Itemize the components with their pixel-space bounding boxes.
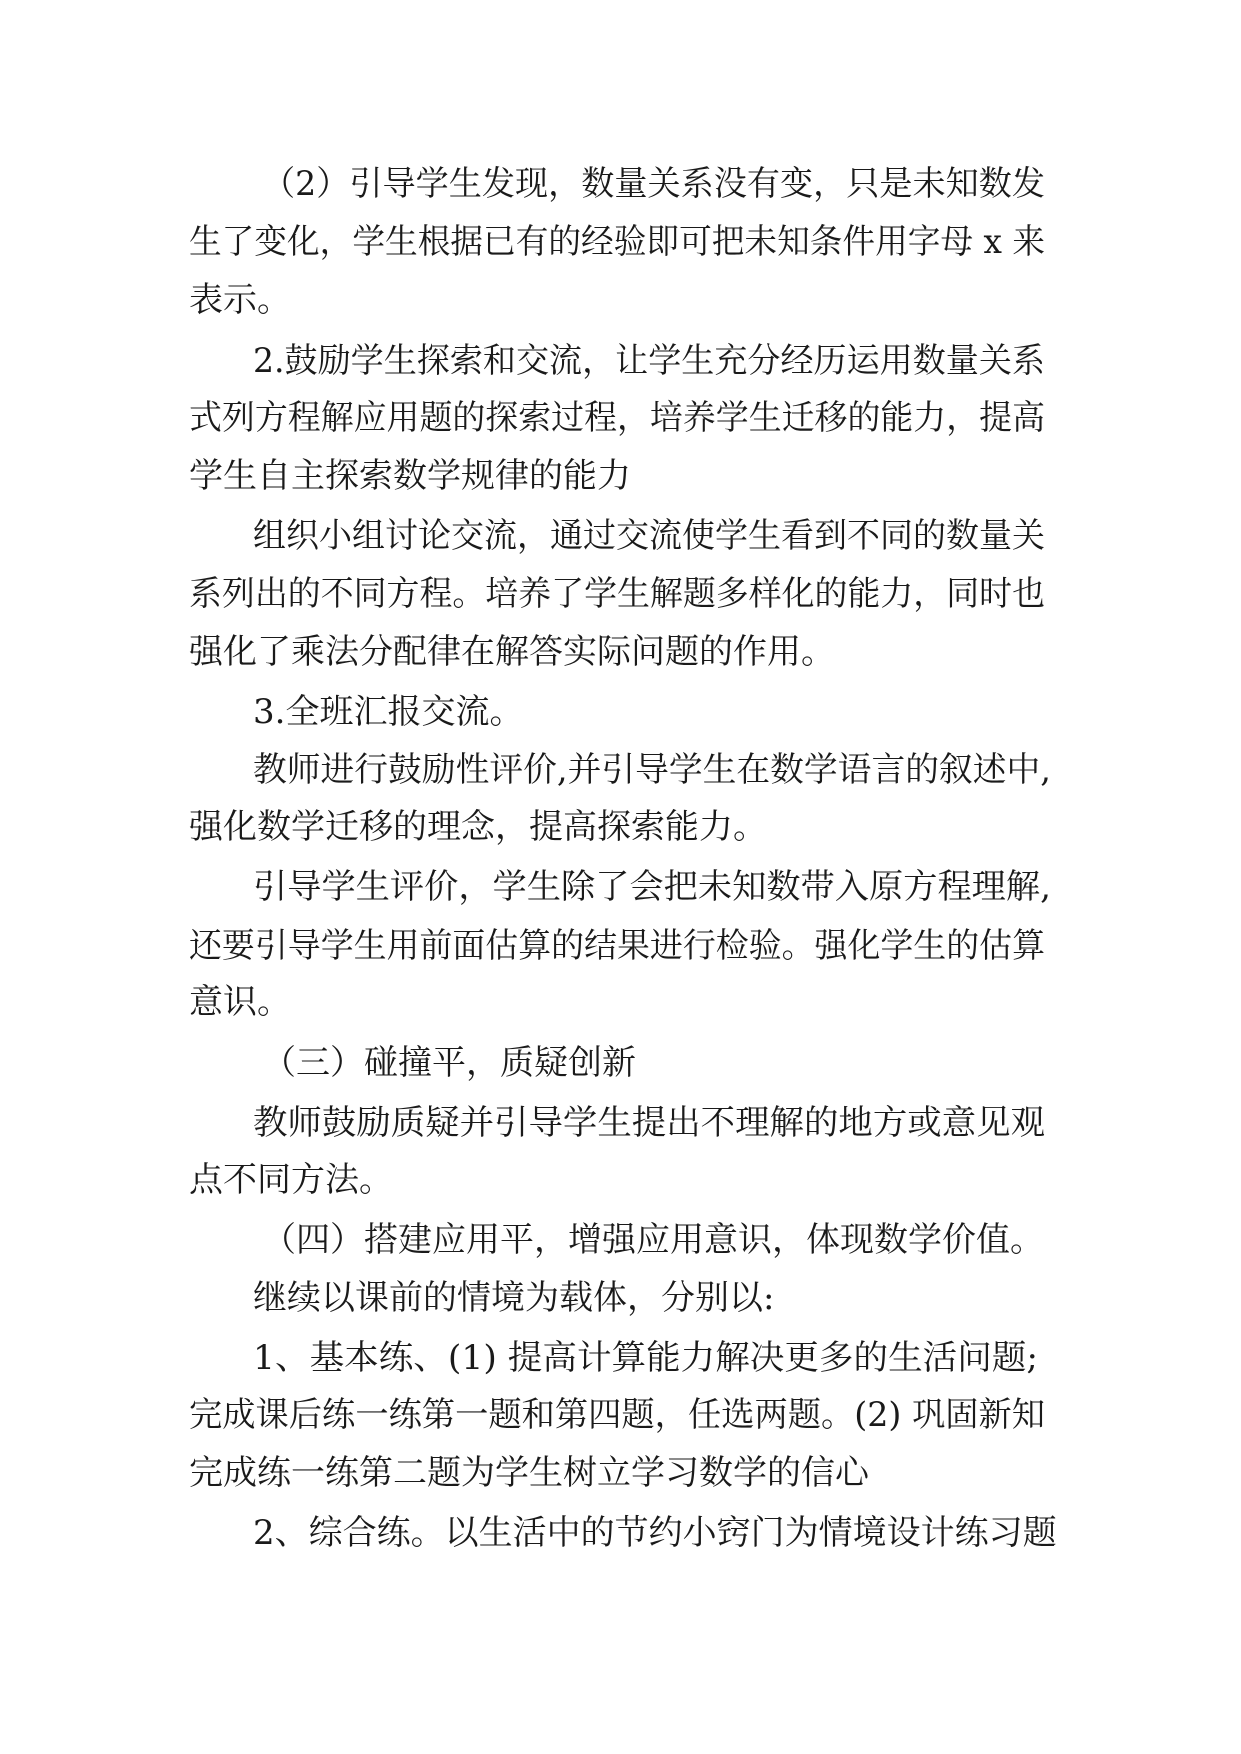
- paragraph-line: 点不同方法。: [189, 1160, 393, 1200]
- paragraph-line: 2.鼓励学生探索和交流，让学生充分经历运用数量关系: [253, 341, 1045, 381]
- paragraph-line: 引导学生评价，学生除了会把未知数带入原方程理解,: [253, 867, 1051, 907]
- paragraph-line: 意识。: [189, 982, 291, 1022]
- paragraph-line: 组织小组讨论交流，通过交流使学生看到不同的数量关: [253, 516, 1045, 556]
- paragraph-line: 表示。: [189, 280, 291, 320]
- paragraph-line: 系列出的不同方程。培养了学生解题多样化的能力，同时也: [189, 574, 1045, 614]
- paragraph-line: 教师进行鼓励性评价,并引导学生在数学语言的叙述中,: [253, 750, 1051, 790]
- paragraph-line: 生了变化，学生根据已有的经验即可把未知条件用字母 x 来: [189, 222, 1045, 262]
- paragraph-line: 强化数学迁移的理念，提高探索能力。: [189, 807, 767, 847]
- paragraph-line: 完成练一练第二题为学生树立学习数学的信心: [189, 1453, 869, 1493]
- paragraph-line: 2、综合练。以生活中的节约小窍门为情境设计练习题: [253, 1513, 1057, 1553]
- section-heading: （四）搭建应用平，增强应用意识，体现数学价值。: [262, 1220, 1044, 1260]
- paragraph-line: 继续以课前的情境为载体，分别以:: [253, 1278, 775, 1318]
- paragraph-line: 1、基本练、(1) 提高计算能力解决更多的生活问题;: [253, 1338, 1038, 1378]
- paragraph-line: （2）引导学生发现，数量关系没有变，只是未知数发: [262, 164, 1045, 204]
- paragraph-line: 强化了乘法分配律在解答实际问题的作用。: [189, 632, 835, 672]
- paragraph-line: 式列方程解应用题的探索过程，培养学生迁移的能力，提高: [189, 398, 1045, 438]
- paragraph-line: 学生自主探索数学规律的能力: [189, 456, 631, 496]
- paragraph-line: 3.全班汇报交流。: [253, 692, 524, 732]
- paragraph-line: 教师鼓励质疑并引导学生提出不理解的地方或意见观: [253, 1103, 1045, 1143]
- paragraph-line: 还要引导学生用前面估算的结果进行检验。强化学生的估算: [189, 926, 1045, 966]
- paragraph-line: 完成课后练一练第一题和第四题，任选两题。(2) 巩固新知: [189, 1395, 1045, 1435]
- section-heading: （三）碰撞平，质疑创新: [262, 1043, 636, 1083]
